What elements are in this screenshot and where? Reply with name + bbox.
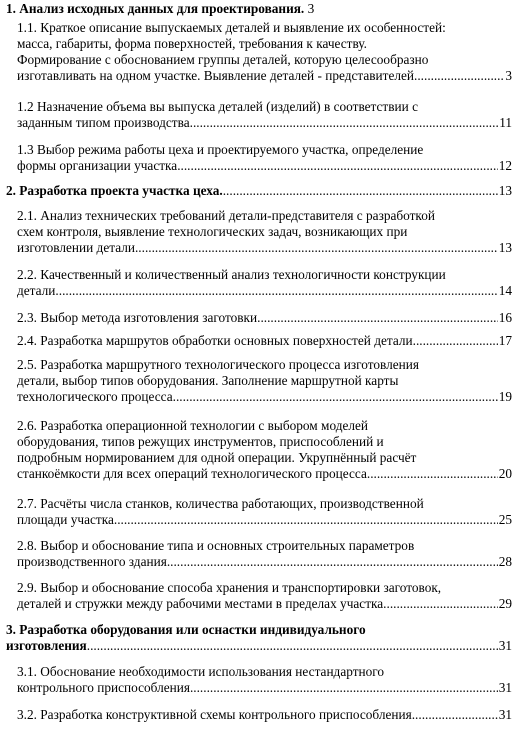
- toc-entry-2-8[interactable]: [17, 538, 512, 570]
- leader-dots: [193, 115, 498, 131]
- leader-dots: [415, 707, 498, 723]
- toc-line: [17, 466, 512, 482]
- toc-line: [17, 357, 512, 373]
- toc-entry-text: производственного здания.: [17, 554, 171, 569]
- toc-line: [17, 596, 512, 612]
- toc-entry-text: оборудования, типов режущих инструментов, приспособлений и: [17, 434, 384, 449]
- toc-line: [6, 183, 512, 199]
- toc-entry-1[interactable]: [6, 1, 516, 17]
- toc-entry-title: изготовления: [6, 638, 87, 653]
- toc-entry-text: 2.6. Разработка операционной технологии с выбором моделей: [17, 418, 369, 433]
- page-number: 31: [498, 680, 512, 695]
- toc-entry-2-4[interactable]: [17, 333, 512, 349]
- page-number: 20: [498, 466, 512, 481]
- toc-line: [17, 208, 512, 224]
- toc-line: [6, 1, 516, 17]
- toc-line: [17, 283, 512, 299]
- toc-entry-text: контрольного приспособления.: [17, 680, 194, 695]
- leader-dots: [414, 68, 504, 84]
- toc-entry-text: 2.8. Выбор и обоснование типа и основных строительных параметров: [17, 538, 415, 553]
- leader-dots: [260, 310, 497, 326]
- toc-entry-text: 2.9. Выбор и обоснование способа хранения и транспортировки заготовок,: [17, 580, 442, 595]
- page-number: 31: [498, 707, 512, 722]
- toc-entry-text: заданным типом производства.: [17, 115, 193, 130]
- page-number: 17: [498, 333, 512, 348]
- toc-entry-text: изготовлении детали.: [17, 240, 139, 255]
- toc-entry-2[interactable]: [6, 183, 512, 199]
- toc-line: [6, 638, 512, 654]
- leader-dots: [117, 512, 498, 528]
- leader-dots: [87, 638, 498, 654]
- toc-entry-text: схем контроля, выявление технологических задач, возникающих при: [17, 224, 408, 239]
- toc-line: [17, 310, 512, 326]
- page-number: 3: [505, 68, 512, 83]
- page-number: 13: [498, 183, 512, 198]
- toc-line: [17, 333, 512, 349]
- toc-entry-text: детали, выбор типов оборудования. Заполнение маршрутной карты: [17, 373, 399, 388]
- toc-entry-text: изготавливать на одном участке. Выявление деталей - представителей: [17, 68, 415, 83]
- toc-line: [17, 389, 512, 405]
- leader-dots: [59, 283, 498, 299]
- toc-entry-text: подробным нормированием для одной операции. Укрупнённый расчёт: [17, 450, 417, 465]
- leader-dots: [181, 158, 498, 174]
- leader-dots: [170, 554, 498, 570]
- toc-line: [6, 622, 512, 638]
- toc-entry-text: 3.2. Разработка конструктивной схемы контрольного приспособления.: [17, 707, 416, 722]
- toc-entry-text: детали.: [17, 283, 59, 298]
- toc-line: [17, 418, 512, 434]
- toc-entry-1-1[interactable]: [17, 20, 512, 84]
- toc-entry-text: технологического процесса.: [17, 389, 176, 404]
- leader-dots: [193, 680, 497, 696]
- leader-dots: [370, 466, 498, 482]
- toc-entry-text: площади участка.: [17, 512, 118, 527]
- page-number: 28: [498, 554, 512, 569]
- toc-entry-3-2[interactable]: [17, 707, 512, 723]
- toc-entry-text: деталей и стружки между рабочими местами в пределах участка.: [17, 596, 387, 611]
- page-number: 11: [499, 115, 512, 130]
- toc-entry-2-7[interactable]: [17, 496, 512, 528]
- toc-entry-2-3[interactable]: [17, 310, 512, 326]
- toc-entry-2-5[interactable]: [17, 357, 512, 405]
- toc-line: [17, 267, 512, 283]
- toc-line: [17, 554, 512, 570]
- page-number: 3: [307, 1, 315, 16]
- toc-entry-text: 2.1. Анализ технических требований детали-представителя с разработкой: [17, 208, 435, 223]
- toc-entry-2-9[interactable]: [17, 580, 512, 612]
- page-number: 19: [498, 389, 512, 404]
- toc-entry-text: 3.1. Обоснование необходимости использования нестандартного: [17, 664, 385, 679]
- toc-entry-text: 1.2 Назначение объема вы выпуска деталей (изделий) в соответствии с: [17, 99, 418, 114]
- toc-line: [17, 538, 512, 554]
- toc-line: [17, 240, 512, 256]
- toc-entry-text: 2.2. Качественный и количественный анализ технологичности конструкции: [17, 267, 446, 282]
- toc-entry-text: 1.1. Краткое описание выпускаемых деталей и выявление их особенностей:: [17, 20, 446, 35]
- leader-dots: [176, 389, 498, 405]
- page-number: 31: [498, 638, 512, 653]
- page-number: 12: [498, 158, 512, 173]
- toc-line: [17, 224, 512, 240]
- toc-entry-text: 2.5. Разработка маршрутного технологического процесса изготовления: [17, 357, 419, 372]
- toc-entry-3-1[interactable]: [17, 664, 512, 696]
- toc-entry-text: 2.7. Расчёты числа станков, количества работающих, производственной: [17, 496, 424, 511]
- toc-entry-text: формы организации участка.: [17, 158, 181, 173]
- toc-line: [17, 68, 512, 84]
- toc-entry-2-6[interactable]: [17, 418, 512, 482]
- toc-entry-1-2[interactable]: [17, 99, 512, 131]
- page-number: 29: [498, 596, 512, 611]
- leader-dots: [223, 183, 498, 199]
- toc-line: [17, 580, 512, 596]
- toc-entry-text: станкоёмкости для всех операций технологического процесса.: [17, 466, 371, 481]
- toc-line: [17, 99, 512, 115]
- leader-dots: [138, 240, 497, 256]
- toc-entry-text: 2.3. Выбор метода изготовления заготовки.: [17, 310, 261, 325]
- toc-line: [17, 707, 512, 723]
- toc-line: [17, 20, 512, 36]
- toc-line: [17, 664, 512, 680]
- toc-entry-text: 2.4. Разработка маршрутов обработки основных поверхностей детали.: [17, 333, 416, 348]
- toc-entry-title: 2. Разработка проекта участка цеха.: [6, 183, 223, 198]
- toc-entry-text: 1.3 Выбор режима работы цеха и проектируемого участка, определение: [17, 142, 424, 157]
- toc-entry-text: масса, габариты, форма поверхностей, требования к качеству.: [17, 36, 367, 51]
- toc-line: [17, 142, 512, 158]
- toc-entry-title: 1. Анализ исходных данных для проектирования.: [6, 1, 305, 16]
- leader-dots: [416, 333, 498, 349]
- toc-line: [17, 450, 512, 466]
- leader-dots: [387, 596, 498, 612]
- page-number: 13: [498, 240, 512, 255]
- toc-entry-2-2[interactable]: [17, 267, 512, 299]
- toc-entry-3[interactable]: [6, 622, 512, 654]
- toc-entry-title: 3. Разработка оборудования или оснастки индивидуального: [6, 622, 366, 637]
- toc-line: [17, 115, 512, 131]
- toc-line: [17, 373, 512, 389]
- page-number: 16: [498, 310, 512, 325]
- page-number: 14: [498, 283, 512, 298]
- toc-line: [17, 434, 512, 450]
- toc-line: [17, 158, 512, 174]
- toc-line: [17, 36, 512, 52]
- toc-entry-1-3[interactable]: [17, 142, 512, 174]
- page-number: 25: [498, 512, 512, 527]
- toc-entry-text: Формирование с обоснованием группы деталей, которую целесообразно: [17, 52, 429, 67]
- toc-line: [17, 52, 512, 68]
- toc-line: [17, 680, 512, 696]
- toc-line: [17, 512, 512, 528]
- toc-entry-2-1[interactable]: [17, 208, 512, 256]
- toc-line: [17, 496, 512, 512]
